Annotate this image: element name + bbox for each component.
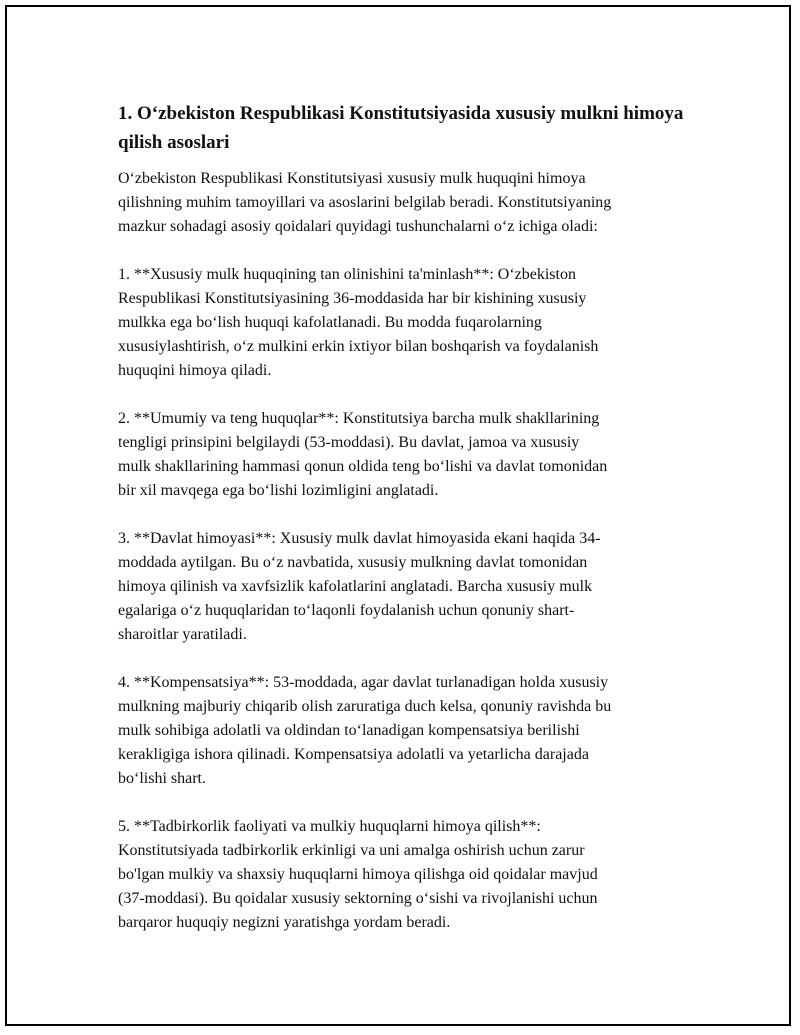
page-frame (5, 5, 791, 1026)
intro-paragraph: O‘zbekiston Respublikasi Konstitutsiyasi xususiy mulk huquqini himoya qilishning muhim tamoyillari va asoslarini belgilab beradi. Konstitutsiyaning mazkur sohadagi asosiy qoidalari quyidagi tushunchalarni o‘z ichiga oladi: (118, 170, 612, 235)
paragraph-2: 2. **Umumiy va teng huquqlar**: Konstitutsiya barcha mulk shakllarining tengligi prinsipini belgilaydi (53-moddasi). Bu davlat, jamoa va xususiy mulk shakllarining hammasi qonun oldida teng bo‘lishi va davlat tomonidan bir xil mavqega ega bo‘lishi lozimligini anglatadi. (118, 410, 608, 499)
document-body (118, 99, 708, 959)
paragraph-5: 5. **Tadbirkorlik faoliyati va mulkiy huquqlarni himoya qilish**: Konstitutsiyada tadbirkorlik erkinligi va uni amalga oshirish uchun zarur bo'lgan mulkiy va shaxsiy huquqlarni himoya qilishga oid qoidalar mavjud (37-moddasi). Bu qoidalar xususiy sektorning o‘sishi va rivojlanishi uchun barqaror huquqiy negizni yaratishga yordam beradi. (118, 818, 598, 931)
paragraph-4: 4. **Kompensatsiya**: 53-moddada, agar davlat turlanadigan holda xususiy mulkning majburiy chiqarib olish zaruratiga duch kelsa, qonuniy ravishda bu mulk sohibiga adolatli va oldindan to‘lanadigan kompensatsiya berilishi kerakligiga ishora qilinadi. Kompensatsiya adolatli va yetarlicha darajada bo‘lishi shart. (118, 674, 612, 787)
paragraph-3: 3. **Davlat himoyasi**: Xususiy mulk davlat himoyasida ekani haqida 34- moddada aytilgan. Bu o‘z navbatida, xususiy mulkning davlat tomonidan himoya qilinish va xavfsizlik kafolatlarini anglatadi. Barcha xususiy mulk egalariga o‘z huquqlaridan to‘laqonli foydalanish uchun qonuniy shart- sharoitlar yaratiladi. (118, 530, 601, 643)
document-title: 1. O‘zbekiston Respublikasi Konstitutsiyasida xususiy mulkni himoya qilish asoslari (118, 103, 684, 153)
paragraph-1: 1. **Xususiy mulk huquqining tan olinishini ta'minlash**: O‘zbekiston Respublikasi Konstitutsiyasining 36-moddasida har bir kishining xususiy mulkka ega bo‘lish huquqi kafolatlanadi. Bu modda fuqarolarning xususiylashtirish, o‘z mulkini erkin ixtiyor bilan boshqarish va foydalanish huquqini himoya qiladi. (118, 266, 599, 379)
